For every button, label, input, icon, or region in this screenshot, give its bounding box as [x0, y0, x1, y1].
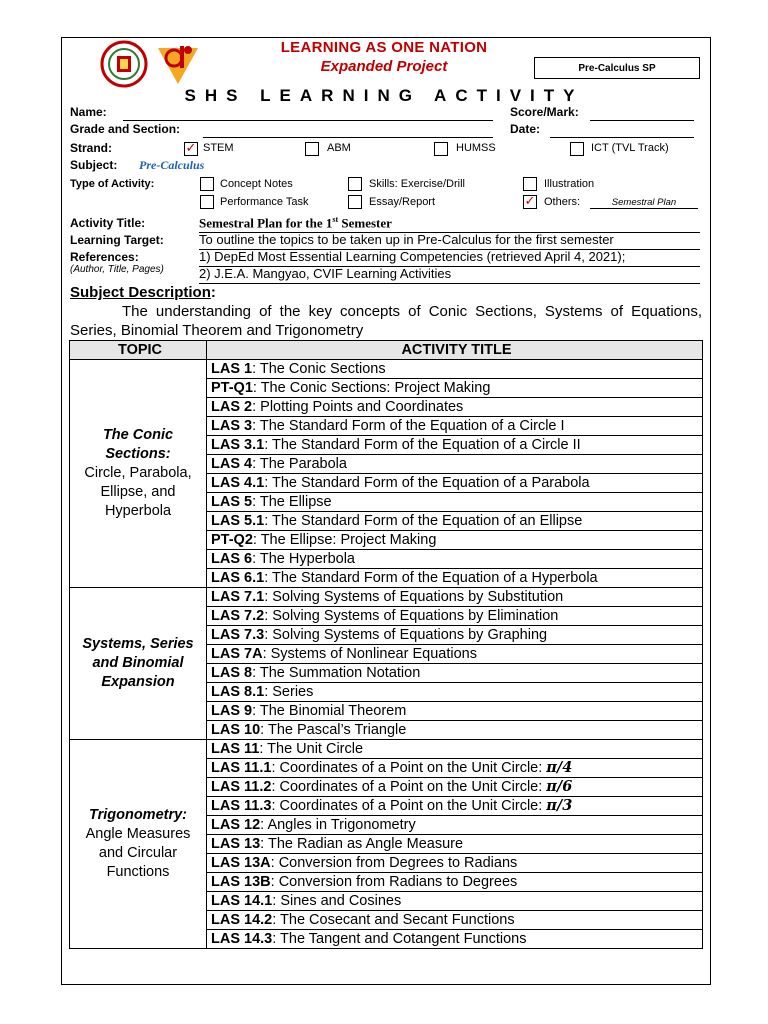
- activity-cell: [207, 645, 703, 664]
- activity-title: The Tangent and Cotangent Functions: [280, 931, 527, 947]
- activity-title: The Summation Notation: [259, 665, 421, 681]
- code-separator: :: [259, 741, 268, 757]
- activity-cell: [207, 360, 703, 379]
- activity-code: PT-Q1: [211, 380, 253, 396]
- activity-code: LAS 14.3: [211, 931, 273, 947]
- activity-cell: [207, 607, 703, 626]
- code-separator: :: [264, 437, 272, 453]
- grade-section-field[interactable]: [203, 137, 493, 138]
- angle-math: π/4: [546, 759, 573, 776]
- code-separator: :: [252, 665, 260, 681]
- learning-target-value: To outline the topics to be taken up in Pre-Calculus for the first semester: [199, 232, 700, 250]
- type-others-checkbox[interactable]: ✓: [524, 194, 536, 209]
- activity-cell: [207, 873, 703, 892]
- type-performance-task-label: Performance Task: [220, 196, 309, 208]
- strand-ict-checkbox[interactable]: [570, 142, 584, 156]
- activity-cell: [207, 550, 703, 569]
- activity-code: LAS 7.3: [211, 627, 265, 643]
- code-separator: :: [264, 513, 272, 529]
- activity-title-label: Activity Title:: [70, 216, 146, 230]
- code-separator: :: [271, 798, 280, 814]
- activity-title-text: Semestral Plan for the 1: [199, 215, 333, 231]
- topic-title: Systems, Series and Binomial Expansion: [82, 636, 194, 690]
- subject-value: Pre-Calculus: [139, 158, 205, 172]
- references-label: References:: [70, 250, 139, 264]
- type-concept-notes-label: Concept Notes: [220, 178, 293, 190]
- strand-humss-label: HUMSS: [456, 142, 496, 154]
- activity-title-suffix: Semester: [338, 215, 392, 231]
- strand-stem-label: STEM: [203, 142, 234, 154]
- activity-code: LAS 11.1: [211, 760, 272, 776]
- name-field[interactable]: [123, 120, 493, 121]
- code-separator: :: [264, 589, 273, 605]
- activity-title: Angles in Trigonometry: [267, 817, 416, 833]
- activity-cell: [207, 740, 703, 759]
- code-separator: :: [270, 874, 279, 890]
- code-separator: :: [264, 570, 272, 586]
- activity-cell: [207, 493, 703, 512]
- topic-cell: [70, 740, 207, 949]
- type-others-label: Others:: [544, 196, 581, 208]
- activity-title: The Hyperbola: [259, 551, 355, 567]
- activity-title: The Conic Sections: [259, 361, 386, 377]
- topic-title: Trigonometry:: [88, 807, 188, 823]
- activity-cell: [207, 417, 703, 436]
- activity-code: LAS 7.2: [211, 608, 265, 624]
- activity-code: LAS 4: [211, 456, 253, 472]
- topic-cell: [70, 588, 207, 740]
- date-field[interactable]: [550, 137, 694, 138]
- date-label: Date:: [510, 122, 541, 136]
- activity-code: LAS 8: [211, 665, 253, 681]
- code-separator: :: [272, 893, 281, 909]
- activity-title: The Standard Form of the Equation of a Circle II: [271, 437, 581, 453]
- activity-code: LAS 2: [211, 399, 253, 415]
- activity-cell: [207, 778, 703, 797]
- activity-title-value: [199, 215, 700, 233]
- code-separator: :: [264, 684, 273, 700]
- activity-cell: [207, 569, 703, 588]
- code-separator: :: [272, 912, 281, 928]
- code-separator: :: [271, 760, 280, 776]
- strand-abm-checkbox[interactable]: [305, 142, 319, 156]
- activity-code: LAS 14.2: [211, 912, 273, 928]
- activity-title: The Standard Form of the Equation of an Ellipse: [271, 513, 583, 529]
- code-separator: :: [252, 399, 261, 415]
- activity-title: The Radian as Angle Measure: [267, 836, 464, 852]
- code-separator: :: [270, 855, 279, 871]
- angle-math: π/6: [546, 778, 573, 795]
- activity-cell: [207, 702, 703, 721]
- activity-title: Systems of Nonlinear Equations: [270, 646, 477, 662]
- activity-code: LAS 14.1: [211, 893, 273, 909]
- topic-detail: Angle Measures and Circular Functions: [85, 826, 191, 880]
- strand-humss-checkbox[interactable]: [434, 142, 448, 156]
- activity-title: Series: [272, 684, 314, 700]
- activity-title: Coordinates of a Point on the Unit Circle:: [279, 798, 547, 814]
- activity-code: LAS 7.1: [211, 589, 265, 605]
- activity-title: Conversion from Degrees to Radians: [278, 855, 518, 871]
- activity-title: Solving Systems of Equations by Graphing: [272, 627, 548, 643]
- strand-ict-label: ICT (TVL Track): [591, 142, 669, 154]
- reference-1: 1) DepEd Most Essential Learning Competencies (retrieved April 4, 2021);: [199, 249, 700, 267]
- activity-cell: [207, 474, 703, 493]
- code-separator: :: [262, 646, 271, 662]
- type-skills-checkbox[interactable]: [348, 177, 362, 191]
- activity-title: The Conic Sections: Project Making: [260, 380, 491, 396]
- activity-title: The Standard Form of the Equation of a Circle I: [259, 418, 565, 434]
- activity-heading: SHS LEARNING ACTIVITY: [184, 86, 584, 105]
- strand-label: Strand:: [70, 141, 112, 155]
- subject-description-colon: :: [210, 284, 216, 301]
- name-label: Name:: [70, 105, 107, 119]
- type-performance-task-checkbox[interactable]: [200, 195, 214, 209]
- activity-code: LAS 11.2: [211, 779, 272, 795]
- activity-title: The Unit Circle: [267, 741, 364, 757]
- activity-title: The Pascal’s Triangle: [267, 722, 407, 738]
- subject-description-text: The understanding of the key concepts of Conic Sections, Systems of Equations, Series, Binomial Theorem and Trigonometry: [70, 303, 702, 339]
- activity-cell: [207, 398, 703, 417]
- topic-title: The Conic Sections:: [102, 427, 174, 462]
- topic-cell: [70, 360, 207, 588]
- activity-cell: [207, 816, 703, 835]
- score-field[interactable]: [590, 120, 694, 121]
- code-separator: :: [272, 931, 281, 947]
- activity-code: LAS 3.1: [211, 437, 265, 453]
- activity-title: Sines and Cosines: [280, 893, 402, 909]
- code-separator: :: [252, 551, 260, 567]
- activity-cell: [207, 835, 703, 854]
- activity-code: LAS 8.1: [211, 684, 265, 700]
- grade-section-label: Grade and Section:: [70, 122, 181, 136]
- activity-cell: [207, 930, 703, 949]
- reference-2: 2) J.E.A. Mangyao, CVIF Learning Activities: [199, 266, 700, 284]
- code-separator: :: [252, 456, 260, 472]
- activity-code: LAS 6.1: [211, 570, 265, 586]
- activity-cell: [207, 854, 703, 873]
- type-skills-label: Skills: Exercise/Drill: [369, 178, 465, 190]
- activity-title: The Standard Form of the Equation of a Hyperbola: [271, 570, 598, 586]
- angle-math: π/3: [546, 797, 573, 814]
- activity-cell: [207, 797, 703, 816]
- activity-code: LAS 3: [211, 418, 253, 434]
- type-essay-label: Essay/Report: [369, 196, 436, 208]
- code-separator: :: [252, 380, 261, 396]
- activity-title-ordinal: st: [332, 215, 339, 224]
- activity-cell: [207, 664, 703, 683]
- type-essay-checkbox[interactable]: [348, 195, 362, 209]
- activity-code: LAS 10: [211, 722, 261, 738]
- code-separator: :: [260, 836, 268, 852]
- code-separator: :: [260, 722, 268, 738]
- activity-code: LAS 5.1: [211, 513, 265, 529]
- type-illustration-checkbox[interactable]: [523, 177, 537, 191]
- activity-cell: [207, 759, 703, 778]
- activity-code: LAS 4.1: [211, 475, 265, 491]
- others-value: Semestral Plan: [590, 197, 698, 209]
- activity-code: PT-Q2: [211, 532, 253, 548]
- code-separator: :: [260, 817, 268, 833]
- activity-title: The Ellipse: Project Making: [260, 532, 437, 548]
- table-row: [70, 588, 703, 607]
- activity-code: LAS 5: [211, 494, 253, 510]
- activity-code: LAS 9: [211, 703, 253, 719]
- table-row: [70, 740, 703, 759]
- topic-column-header: TOPIC: [70, 341, 207, 360]
- activity-title: The Cosecant and Secant Functions: [280, 912, 515, 928]
- activity-title: Coordinates of a Point on the Unit Circle:: [279, 760, 547, 776]
- activity-code: LAS 13B: [211, 874, 271, 890]
- activity-code: LAS 13A: [211, 855, 271, 871]
- activity-title: Conversion from Radians to Degrees: [278, 874, 518, 890]
- strand-abm-label: ABM: [327, 142, 351, 154]
- subject-description-heading-text: Subject Description: [70, 284, 211, 301]
- activity-cell: [207, 683, 703, 702]
- activity-cell: [207, 531, 703, 550]
- activity-cell: [207, 721, 703, 740]
- table-header-row: [70, 341, 703, 360]
- code-separator: :: [252, 703, 260, 719]
- code-separator: :: [264, 475, 272, 491]
- activity-title: Coordinates of a Point on the Unit Circle:: [279, 779, 547, 795]
- activity-cell: [207, 626, 703, 645]
- activity-cell: [207, 512, 703, 531]
- activity-code: LAS 12: [211, 817, 261, 833]
- activity-title: Plotting Points and Coordinates: [260, 399, 464, 415]
- subject-code-box: Pre-Calculus SP: [534, 57, 700, 79]
- activity-title: The Ellipse: [259, 494, 332, 510]
- activity-title: Solving Systems of Equations by Substitution: [272, 589, 564, 605]
- activity-cell: [207, 379, 703, 398]
- activity-code: LAS 1: [211, 361, 253, 377]
- activity-column-header: ACTIVITY TITLE: [207, 341, 703, 360]
- activity-cell: [207, 892, 703, 911]
- activity-cell: [207, 588, 703, 607]
- program-subtitle: Expanded Project: [320, 58, 448, 75]
- subject-description-heading: [70, 284, 216, 301]
- activity-title: The Parabola: [259, 456, 347, 472]
- subject-label: Subject:: [70, 158, 118, 172]
- activity-code: LAS 13: [211, 836, 261, 852]
- code-separator: :: [252, 494, 260, 510]
- score-label: Score/Mark:: [510, 105, 579, 119]
- activity-type-label: Type of Activity:: [70, 178, 155, 190]
- code-separator: :: [264, 627, 273, 643]
- code-separator: :: [264, 608, 273, 624]
- code-separator: :: [252, 532, 261, 548]
- type-concept-notes-checkbox[interactable]: [200, 177, 214, 191]
- activity-title: The Binomial Theorem: [259, 703, 407, 719]
- activity-title: Solving Systems of Equations by Elimination: [272, 608, 559, 624]
- code-separator: :: [252, 361, 260, 377]
- activity-code: LAS 6: [211, 551, 253, 567]
- table-row: [70, 360, 703, 379]
- activity-cell: [207, 436, 703, 455]
- activity-cell: [207, 911, 703, 930]
- program-title: LEARNING AS ONE NATION: [280, 39, 488, 56]
- activity-code: LAS 11: [211, 741, 260, 757]
- activity-code: LAS 7A: [211, 646, 263, 662]
- activity-code: LAS 11.3: [211, 798, 272, 814]
- learning-target-label: Learning Target:: [70, 233, 164, 247]
- activity-title: The Standard Form of the Equation of a Parabola: [271, 475, 590, 491]
- references-sublabel: (Author, Title, Pages): [70, 264, 164, 275]
- code-separator: :: [271, 779, 280, 795]
- code-separator: :: [252, 418, 260, 434]
- strand-stem-checkbox[interactable]: ✓: [185, 141, 197, 156]
- topic-detail: Circle, Parabola, Ellipse, and Hyperbola: [84, 465, 192, 519]
- type-illustration-label: Illustration: [544, 178, 595, 190]
- activity-cell: [207, 455, 703, 474]
- topics-table: [69, 340, 703, 949]
